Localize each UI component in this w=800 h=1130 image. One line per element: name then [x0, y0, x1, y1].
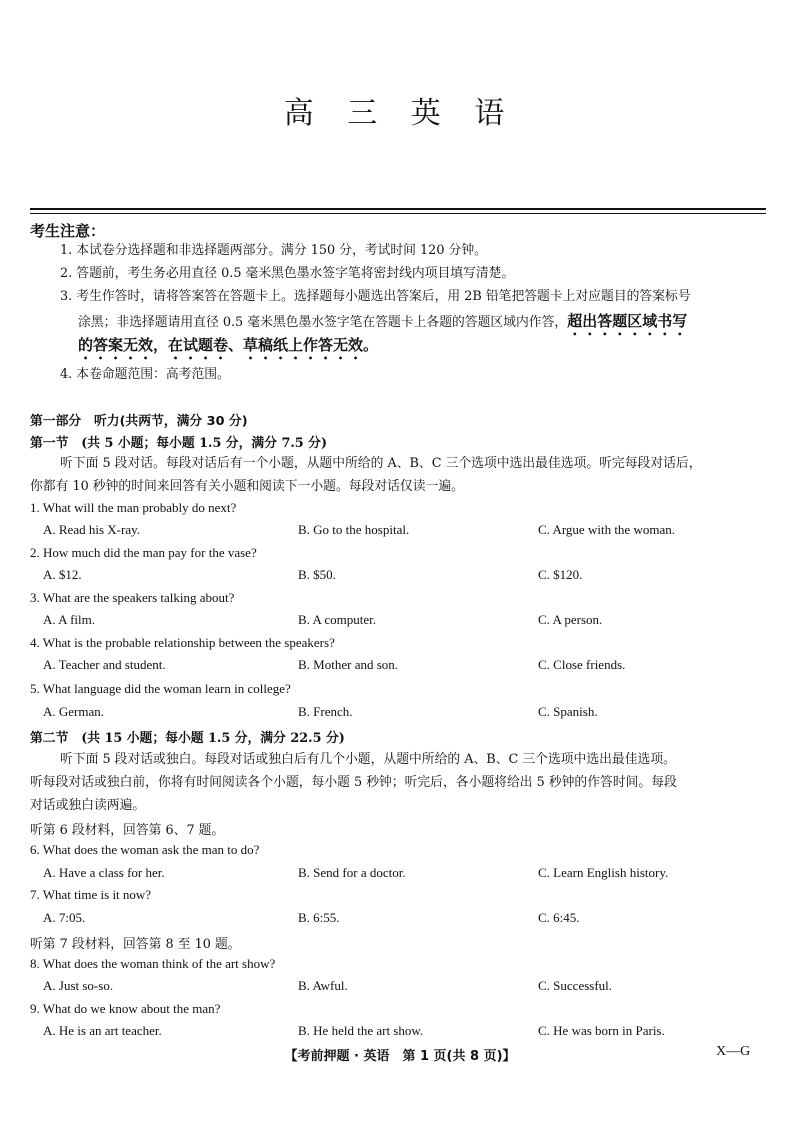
q1-option-a: A. Read his X-ray. [43, 522, 140, 537]
q9-option-a: A. He is an art teacher. [43, 1023, 162, 1038]
q9-option-b: B. He held the art show. [298, 1023, 424, 1038]
section1-heading: 第一节 (共 5 小题；每小题 1.5 分，满分 7.5 分) [30, 436, 328, 451]
q2-option-c: C. $120. [538, 567, 583, 582]
header-rule-thin [30, 213, 766, 214]
q2-option-a: A. $12. [43, 567, 82, 582]
q5-option-a: A. German. [43, 704, 105, 719]
section2-heading: 第二节 (共 15 小题；每小题 1.5 分，满分 22.5 分) [30, 731, 345, 746]
question-9: 9. What do we know about the man? [30, 1001, 221, 1016]
q1-option-c: C. Argue with the woman. [538, 522, 675, 537]
question-5: 5. What language did the woman learn in college? [30, 681, 291, 696]
q6-option-b: B. Send for a doctor. [298, 865, 406, 880]
q8-option-b: B. Awful. [298, 978, 348, 993]
q5-option-b: B. French. [298, 704, 353, 719]
section2-instruction-3: 对话或独白读两遍。 [30, 798, 146, 813]
q3-option-c: C. A person. [538, 612, 603, 627]
q8-option-c: C. Successful. [538, 978, 613, 993]
section1-instruction-1: 听下面 5 段对话。每段对话后有一个小题，从题中所给的 A、B、C 三个选项中选出最佳选项。听完每段对话后， [60, 456, 702, 471]
q4-option-c: C. Close friends. [538, 657, 626, 672]
q5-option-c: C. Spanish. [538, 704, 598, 719]
question-4: 4. What is the probable relationship between the speakers? [30, 635, 335, 650]
header-rule-thick [30, 208, 766, 210]
question-1: 1. What will the man probably do next? [30, 500, 237, 515]
notice-item-3-emphasis-2: 的答案无效，在试题卷、草稿纸上作答无效。 [78, 336, 379, 354]
notice-item-3-emphasis: 超出答题区域书写 [567, 312, 688, 330]
section2-instruction-1: 听下面 5 段对话或独白。每段对话或独白后有几个小题，从题中所给的 A、B、C 三个选项中选出最佳选项。 [60, 752, 676, 767]
notice-heading: 考生注意： [30, 222, 106, 240]
notice-item-4: 4. 本卷命题范围：高考范围。 [60, 367, 230, 382]
q6-option-c: C. Learn English history. [538, 865, 669, 880]
q1-option-b: B. Go to the hospital. [298, 522, 410, 537]
q4-option-a: A. Teacher and student. [43, 657, 166, 672]
question-8: 8. What does the woman think of the art show? [30, 956, 276, 971]
part1-heading: 第一部分 听力(共两节，满分 30 分) [30, 414, 248, 429]
notice-item-2: 2. 答题前，考生务必用直径 0.5 毫米黑色墨水签字笔将密封线内项目填写清楚。 [60, 266, 515, 281]
notice-item-1: 1. 本试卷分选择题和非选择题两部分。满分 150 分，考试时间 120 分钟。 [60, 243, 487, 258]
question-6: 6. What does the woman ask the man to do? [30, 842, 260, 857]
notice-item-3-line-3 [78, 334, 788, 363]
q7-option-b: B. 6:55. [298, 910, 340, 925]
section1-instruction-2: 你都有 10 秒钟的时间来回答有关小题和阅读下一小题。每段对话仅读一遍。 [30, 479, 464, 494]
q7-option-a: A. 7:05. [43, 910, 86, 925]
page-footer: 【考前押题 · 英语 第 1 页(共 8 页)】 [284, 1049, 516, 1064]
q7-option-c: C. 6:45. [538, 910, 580, 925]
material-6-note: 听第 6 段材料，回答第 6、7 题。 [30, 823, 225, 838]
question-2: 2. How much did the man pay for the vase? [30, 545, 257, 560]
question-7: 7. What time is it now? [30, 887, 152, 902]
q9-option-c: C. He was born in Paris. [538, 1023, 665, 1038]
section2-instruction-2: 听每段对话或独白前，你将有时间阅读各个小题，每小题 5 秒钟；听完后，各小题将给出 5 秒钟的作答时间。每段 [30, 775, 677, 790]
question-3: 3. What are the speakers talking about? [30, 590, 235, 605]
page-title: 高 三 英 语 [283, 96, 517, 131]
q8-option-a: A. Just so-so. [43, 978, 114, 993]
q3-option-a: A. A film. [43, 612, 96, 627]
q6-option-a: A. Have a class for her. [43, 865, 165, 880]
notice-item-3-plain: 涂黑；非选择题请用直径 0.5 毫米黑色墨水签字笔在答题卡上各题的答题区域内作答， [78, 315, 568, 330]
material-7-note: 听第 7 段材料，回答第 8 至 10 题。 [30, 937, 241, 952]
exam-code: X—G [716, 1044, 751, 1059]
q2-option-b: B. $50. [298, 567, 336, 582]
q3-option-b: B. A computer. [298, 612, 376, 627]
notice-item-3-line-1: 3. 考生作答时，请将答案答在答题卡上。选择题每小题选出答案后，用 2B 铅笔把答题卡上对应题目的答案标号 [60, 289, 691, 304]
q4-option-b: B. Mother and son. [298, 657, 399, 672]
